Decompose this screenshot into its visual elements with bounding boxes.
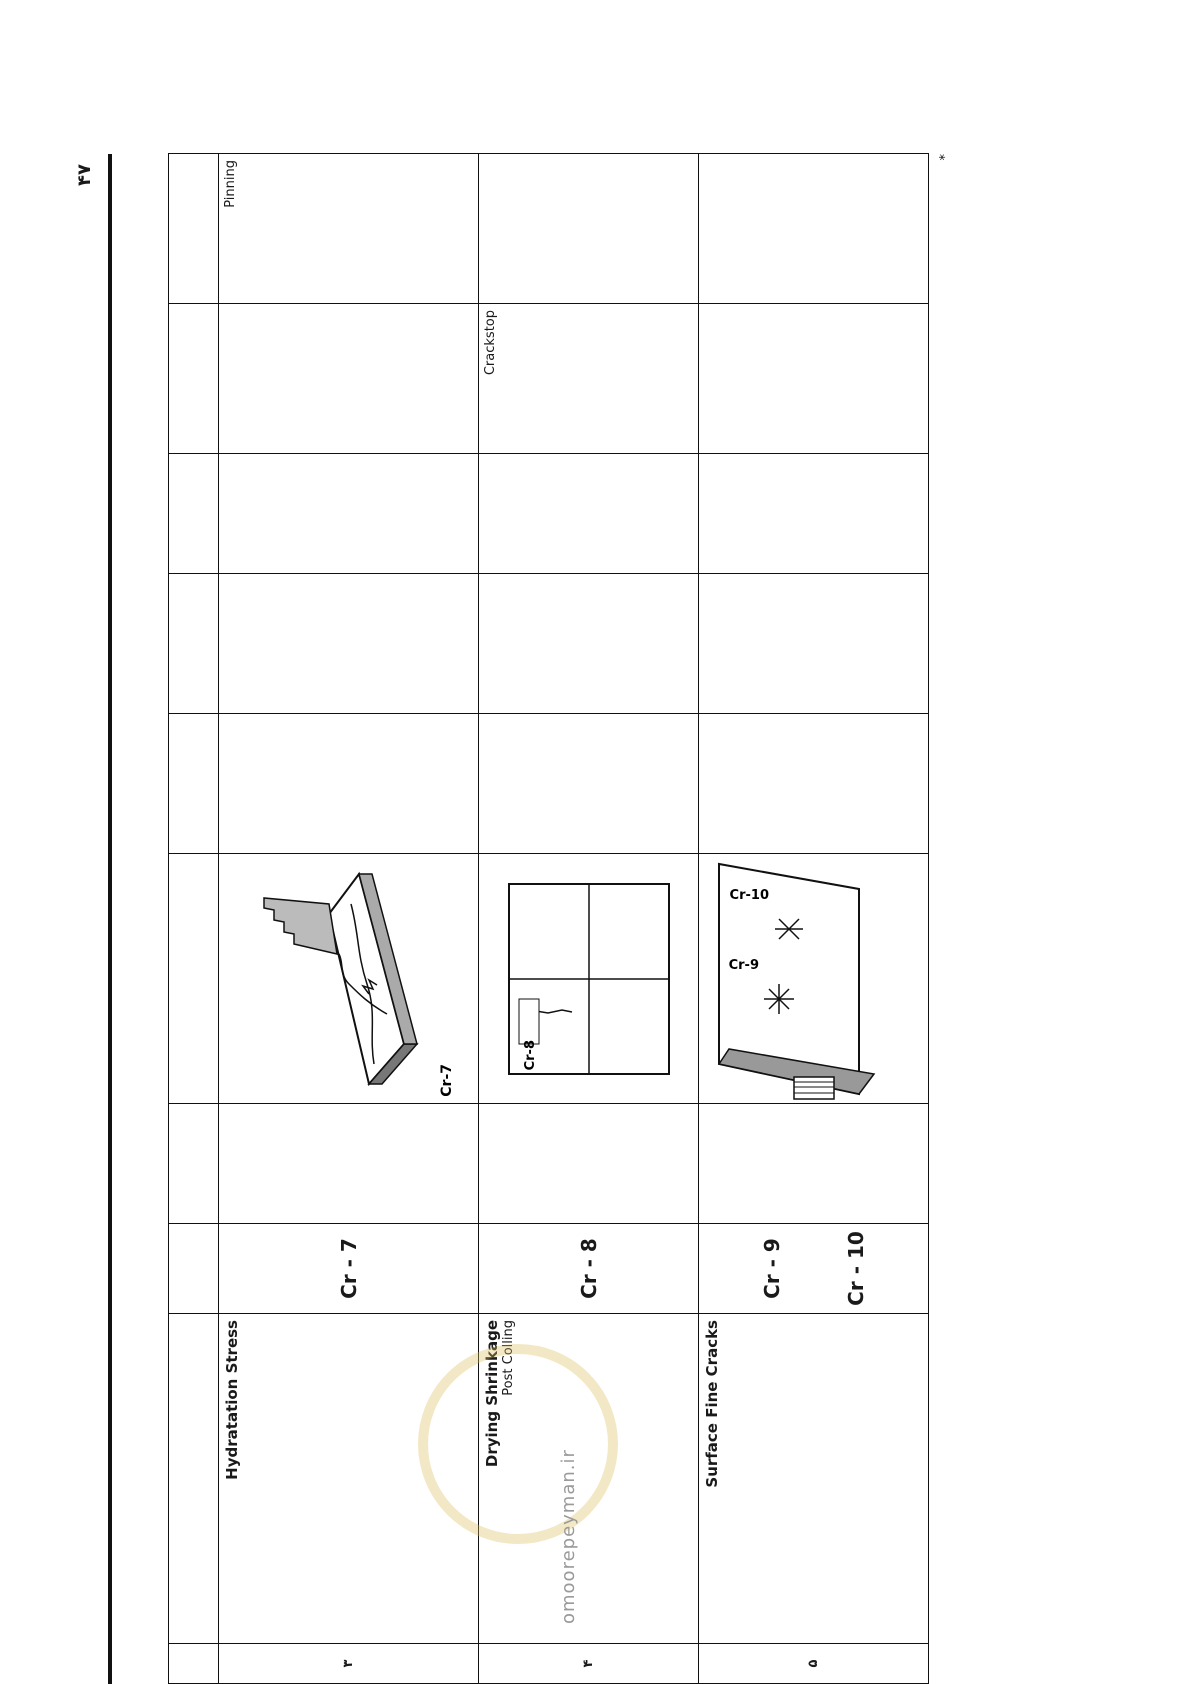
row-number: ۴ — [479, 1644, 699, 1684]
time-cell — [479, 454, 699, 574]
secondary-reason-cell — [219, 574, 479, 714]
crack-symbol: Cr - 9 — [759, 1238, 784, 1299]
after-cell — [699, 154, 929, 304]
col-header-shape — [169, 854, 219, 1104]
rotated-page — [74, 154, 968, 1684]
table-row — [699, 154, 929, 1684]
primary-reason-cell — [219, 714, 479, 854]
secondary-reason-cell — [479, 574, 699, 714]
figure-label: Cr-8 — [523, 1040, 538, 1071]
figure-label-2: Cr-10 — [729, 888, 769, 903]
figure-label: Cr-7 — [439, 1064, 455, 1097]
crack-symbol-cell — [699, 1224, 929, 1314]
col-header-secondary-reason — [169, 574, 219, 714]
crack-symbol: Cr - 7 — [219, 1224, 479, 1314]
description-cell — [479, 1104, 699, 1224]
figure-label: Cr-9 — [728, 958, 759, 973]
description-cell — [219, 1104, 479, 1224]
header-rule — [108, 154, 112, 1684]
column-slab-figure — [699, 854, 924, 1104]
watermark-seal — [418, 1344, 618, 1544]
time-cell — [699, 454, 929, 574]
crack-symbol-2: Cr - 10 — [843, 1231, 868, 1306]
before-text: Crackstop — [483, 310, 498, 376]
before-cell — [699, 304, 929, 454]
slab-grid-figure — [479, 854, 694, 1104]
figure-cell — [219, 854, 479, 1104]
figure-cell — [479, 854, 699, 1104]
primary-reason-cell — [699, 714, 929, 854]
description-cell — [699, 1104, 929, 1224]
after-cell: Pinning — [219, 154, 479, 304]
origin-en: Hydratation Stress — [223, 1320, 241, 1480]
footnote: * — [938, 154, 953, 161]
row-number: ۳ — [219, 1644, 479, 1684]
origin-en: Surface Fine Cracks — [703, 1320, 721, 1488]
origin-fa: Post Colling — [501, 1320, 516, 1396]
watermark-text: omoorepeyman.ir — [558, 1449, 579, 1624]
col-header-before — [169, 304, 219, 454]
origin-en: Drying Shrinkage — [483, 1320, 501, 1468]
page-number: ۴۷ — [74, 164, 95, 186]
secondary-reason-cell — [699, 574, 929, 714]
figure-cell — [699, 854, 929, 1104]
after-cell — [479, 154, 699, 304]
col-header-origin — [169, 1314, 219, 1644]
before-cell — [479, 304, 699, 454]
before-cell — [219, 304, 479, 454]
time-cell — [219, 454, 479, 574]
table-header-row — [169, 154, 219, 1684]
col-header-symbol — [169, 1224, 219, 1314]
col-header-after — [169, 154, 219, 304]
slab-crack-figure — [219, 854, 474, 1104]
col-header-primary-reason — [169, 714, 219, 854]
col-header-time — [169, 454, 219, 574]
col-header-description — [169, 1104, 219, 1224]
origin-cell — [699, 1314, 929, 1644]
col-header-row — [169, 1644, 219, 1684]
crack-symbol: Cr - 8 — [479, 1224, 699, 1314]
primary-reason-cell — [479, 714, 699, 854]
row-number: ۵ — [699, 1644, 929, 1684]
